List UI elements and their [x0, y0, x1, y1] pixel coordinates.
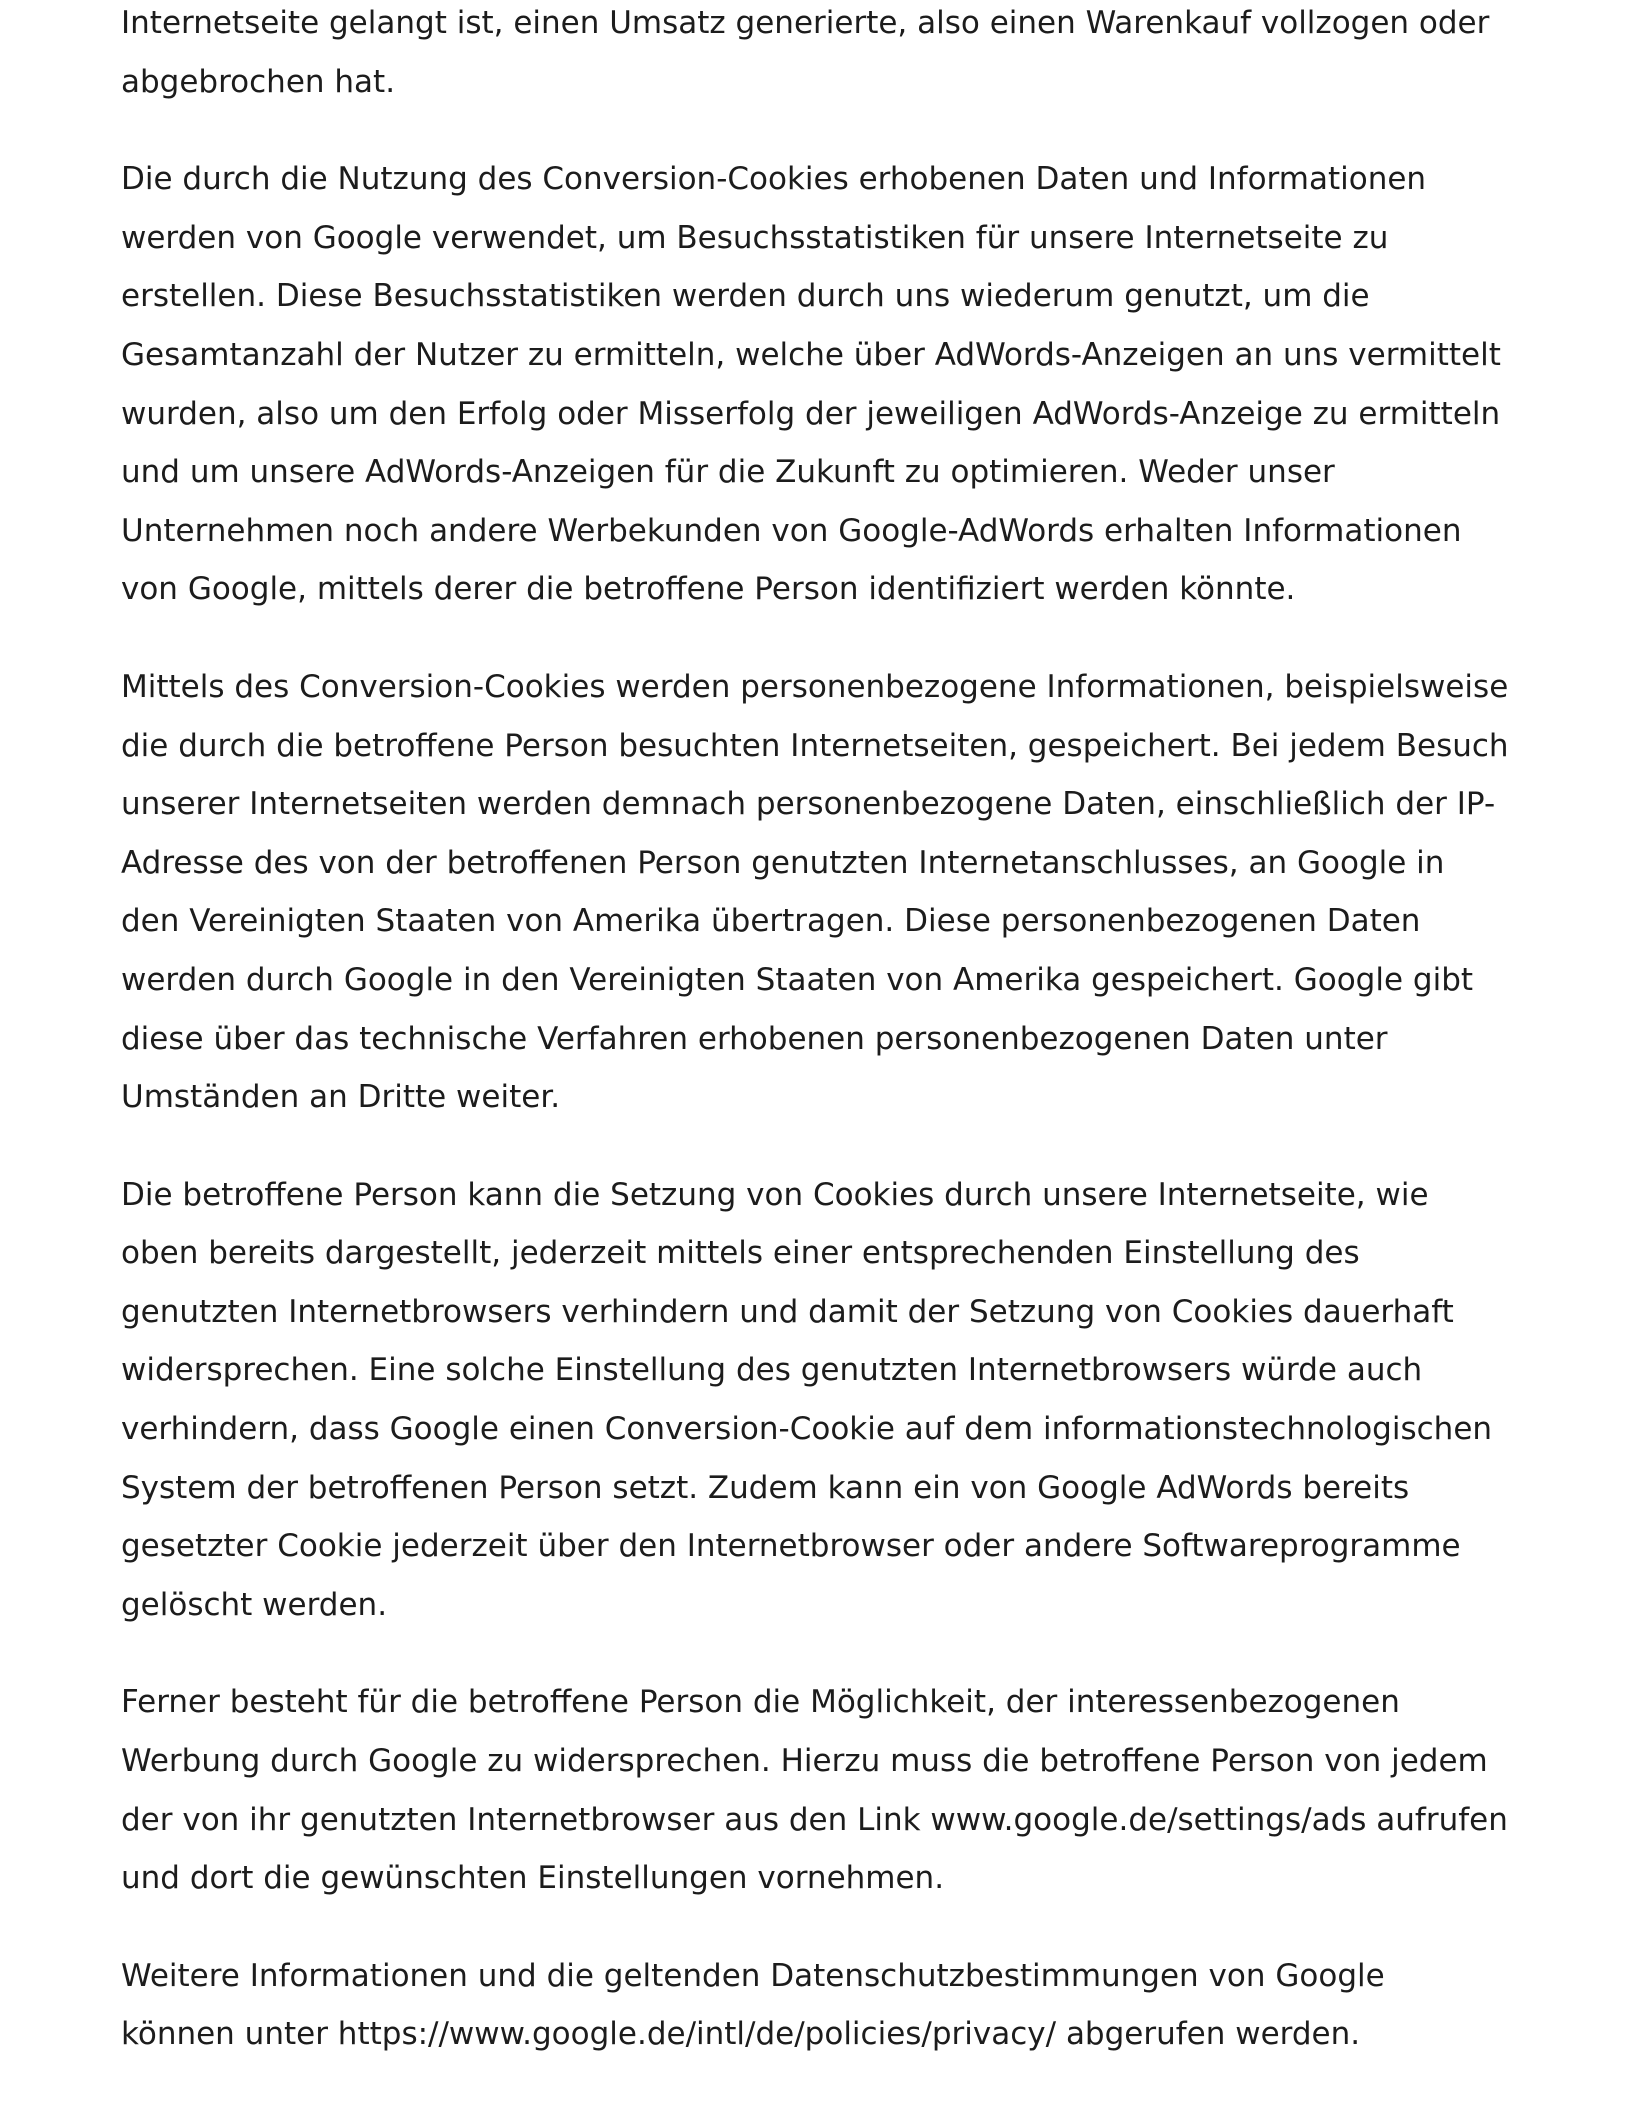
- text-line: der von ihr genutzten Internetbrowser aus den Link www.google.de/settings/ads aufrufen: [121, 1801, 1508, 1838]
- text-line: werden durch Google in den Vereinigten Staaten von Amerika gespeichert. Google gibt: [121, 961, 1474, 998]
- text-line: Mittels des Conversion-Cookies werden personenbezogene Informationen, beispielsweise: [121, 668, 1509, 705]
- text-line: abgebrochen hat.: [121, 63, 396, 100]
- paragraph-cookie-objection: [121, 1166, 1551, 1635]
- text-line: System der betroffenen Person setzt. Zudem kann ein von Google AdWords bereits: [121, 1469, 1410, 1506]
- text-line: von Google, mittels derer die betroffene Person identifiziert werden könnte.: [121, 571, 1296, 608]
- body-text: [121, 0, 1551, 2103]
- text-line: die durch die betroffene Person besuchten Internetseiten, gespeichert. Bei jedem Besuch: [121, 727, 1509, 764]
- text-line: genutzten Internetbrowsers verhindern und damit der Setzung von Cookies dauerhaft: [121, 1293, 1454, 1330]
- text-line: Die betroffene Person kann die Setzung von Cookies durch unsere Internetseite, wie: [121, 1176, 1429, 1213]
- text-line: und um unsere AdWords-Anzeigen für die Zukunft zu optimieren. Weder unser: [121, 454, 1335, 491]
- paragraph-personal-data-transfer: [121, 658, 1551, 1127]
- paragraph-ads-settings: [121, 1673, 1551, 1907]
- text-line: wurden, also um den Erfolg oder Misserfolg der jeweiligen AdWords-Anzeige zu ermitteln: [121, 395, 1501, 432]
- text-line: unserer Internetseiten werden demnach personenbezogene Daten, einschließlich der IP-: [121, 786, 1496, 823]
- text-line: Unternehmen noch andere Werbekunden von Google-AdWords erhalten Informationen: [121, 512, 1462, 549]
- text-line: Internetseite gelangt ist, einen Umsatz generierte, also einen Warenkauf vollzogen oder: [121, 5, 1490, 41]
- text-line: diese über das technische Verfahren erhobenen personenbezogenen Daten unter: [121, 1020, 1388, 1057]
- text-line: den Vereinigten Staaten von Amerika übertragen. Diese personenbezogenen Daten: [121, 903, 1421, 940]
- paragraph-privacy-policy: [121, 1947, 1551, 2064]
- paragraph-visit-statistics: [121, 150, 1551, 619]
- text-line: gesetzter Cookie jederzeit über den Internetbrowser oder andere Softwareprogramme: [121, 1528, 1461, 1565]
- text-line: werden von Google verwendet, um Besuchsstatistiken für unsere Internetseite zu: [121, 219, 1389, 256]
- text-line: können unter https://www.google.de/intl/de/policies/privacy/ abgerufen werden.: [121, 2016, 1361, 2053]
- text-line: Weitere Informationen und die geltenden Datenschutzbestimmungen von Google: [121, 1957, 1385, 1994]
- text-line: widersprechen. Eine solche Einstellung des genutzten Internetbrowsers würde auch: [121, 1352, 1423, 1389]
- text-line: erstellen. Diese Besuchsstatistiken werden durch uns wiederum genutzt, um die: [121, 278, 1370, 315]
- text-line: oben bereits dargestellt, jederzeit mittels einer entsprechenden Einstellung des: [121, 1235, 1360, 1272]
- text-line: Gesamtanzahl der Nutzer zu ermitteln, welche über AdWords-Anzeigen an uns vermittelt: [121, 336, 1501, 373]
- text-line: Ferner besteht für die betroffene Person die Möglichkeit, der interessenbezogenen: [121, 1684, 1400, 1721]
- text-line: Umständen an Dritte weiter.: [121, 1079, 561, 1116]
- text-line: und dort die gewünschten Einstellungen vornehmen.: [121, 1860, 945, 1897]
- text-line: verhindern, dass Google einen Conversion-Cookie auf dem informationstechnologischen: [121, 1411, 1493, 1448]
- text-line: Adresse des von der betroffenen Person genutzten Internetanschlusses, an Google in: [121, 844, 1445, 881]
- text-line: gelöscht werden.: [121, 1586, 388, 1623]
- paragraph-conversion-result: [121, 0, 1551, 111]
- text-line: Werbung durch Google zu widersprechen. Hierzu muss die betroffene Person von jedem: [121, 1743, 1488, 1780]
- text-line: Die durch die Nutzung des Conversion-Cookies erhobenen Daten und Informationen: [121, 161, 1427, 198]
